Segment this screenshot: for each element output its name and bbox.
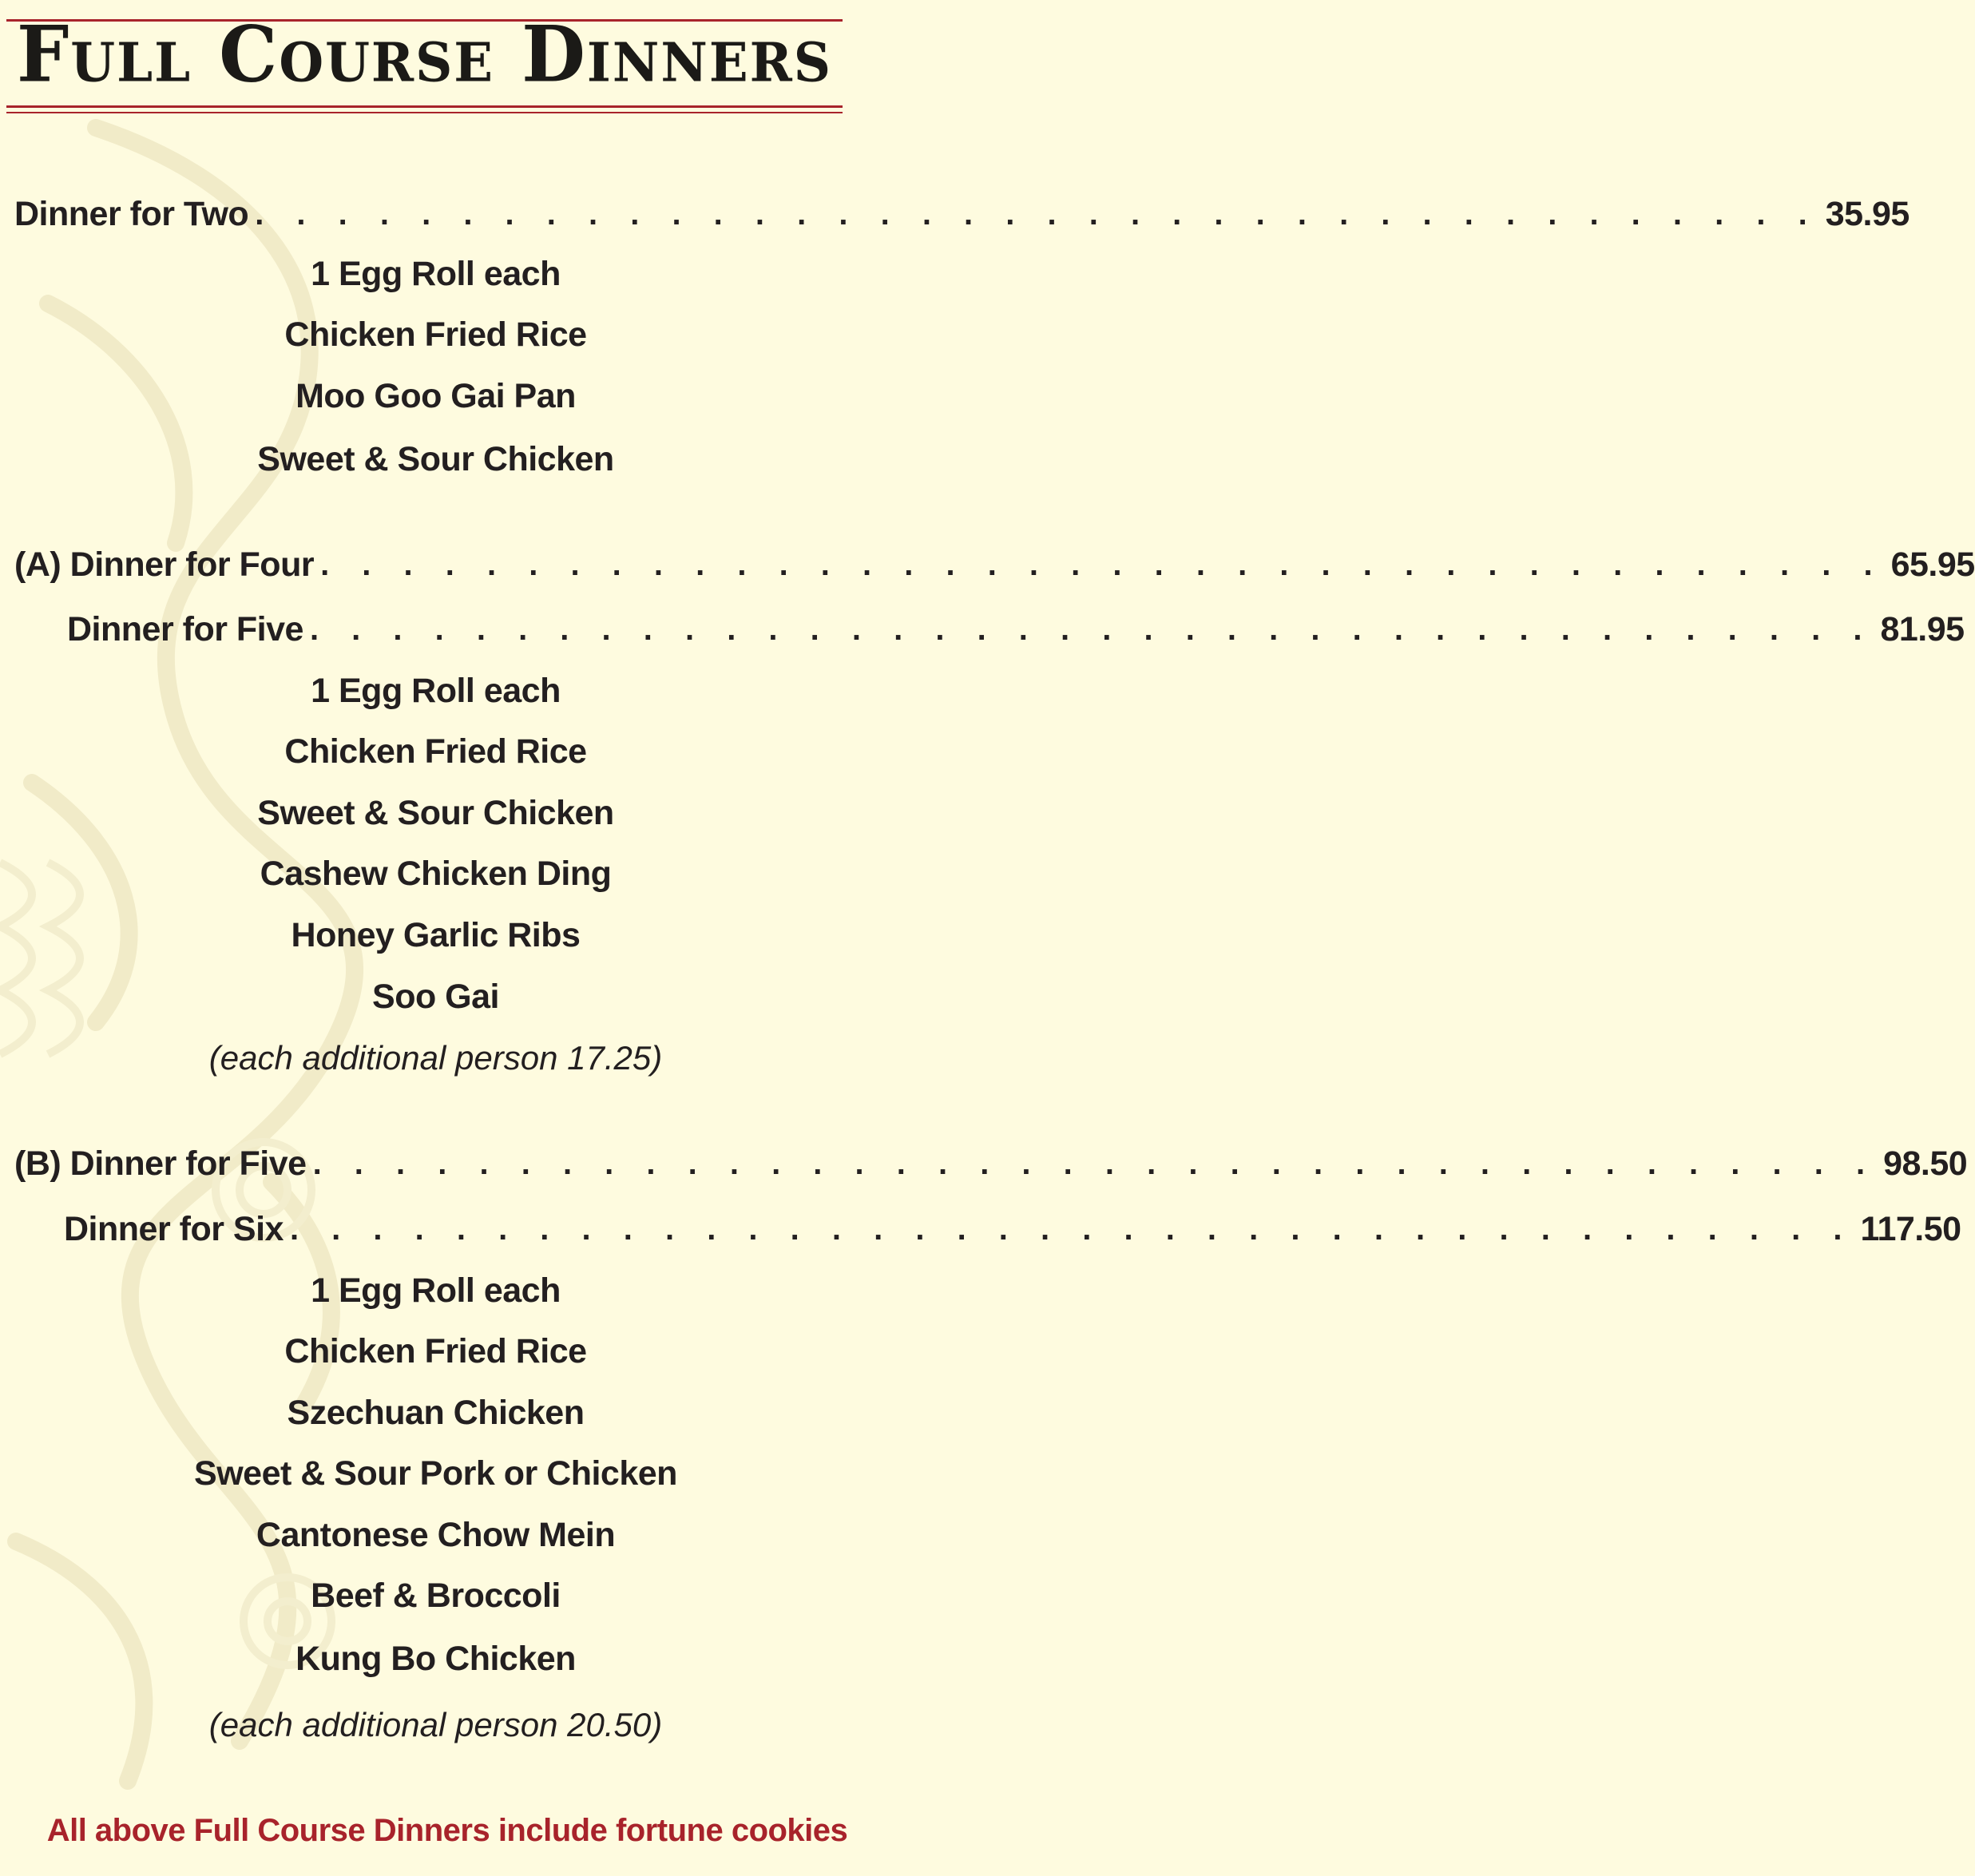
additional-person-note: (each additional person 17.25) — [208, 1039, 663, 1077]
additional-person-note: (each additional person 20.50) — [208, 1706, 663, 1743]
dinner-price: 98.50 — [1883, 1144, 1968, 1183]
dinner-price: 117.50 — [1860, 1210, 1961, 1248]
menu-item: Sweet & Sour Chicken — [257, 794, 614, 832]
dot-leader: . . . . . . . . . . . . . . . . . . . . . . . . . . . . . . . . . . . . . . — [289, 1212, 1854, 1247]
dinner-price: 81.95 — [1880, 610, 1965, 648]
menu-item: 1 Egg Roll each — [311, 255, 561, 293]
menu-item: Sweet & Sour Chicken — [257, 440, 614, 478]
dinner-price: 35.95 — [1825, 195, 1910, 233]
header-bottom-rule-thin — [6, 112, 843, 113]
menu-item: Soo Gai — [372, 978, 499, 1016]
menu-price-row — [14, 541, 1975, 589]
menu-item: Beef & Broccoli — [311, 1577, 561, 1615]
dinner-name: Dinner for Two — [14, 195, 249, 233]
menu-item: Chicken Fried Rice — [284, 315, 587, 354]
menu-item: Moo Goo Gai Pan — [295, 377, 576, 415]
menu-item: Cantonese Chow Mein — [256, 1516, 616, 1554]
menu-item: Kung Bo Chicken — [295, 1640, 576, 1678]
menu-price-row — [67, 605, 1965, 653]
menu-item: 1 Egg Roll each — [311, 1271, 561, 1310]
dinner-name: (B) Dinner for Five — [14, 1144, 307, 1183]
dot-leader: . . . . . . . . . . . . . . . . . . . . . . . . . . . . . . . . . . . . . . — [309, 612, 1874, 647]
menu-price-row — [14, 190, 1910, 238]
menu-item: Szechuan Chicken — [287, 1394, 585, 1432]
menu-item: Cashew Chicken Ding — [260, 855, 612, 893]
dinner-name: (A) Dinner for Four — [14, 545, 315, 584]
menu-item: Honey Garlic Ribs — [291, 916, 581, 954]
menu-item: 1 Egg Roll each — [311, 672, 561, 710]
dinner-name: Dinner for Five — [67, 610, 303, 648]
menu-price-row — [64, 1205, 1961, 1253]
dot-leader: . . . . . . . . . . . . . . . . . . . . . . . . . . . . . . . . . . . . . . — [312, 1146, 1878, 1181]
menu-item: Chicken Fried Rice — [284, 1332, 587, 1370]
menu-header — [6, 0, 843, 113]
page-title: Full Course Dinners — [16, 9, 833, 100]
dot-leader: . . . . . . . . . . . . . . . . . . . . . . . . . . . . . . . . . . . . . . — [320, 547, 1885, 582]
fortune-cookie-footer: All above Full Course Dinners include fortune cookies — [46, 1813, 848, 1848]
menu-item: Sweet & Sour Pork or Chicken — [194, 1454, 677, 1493]
dot-leader: . . . . . . . . . . . . . . . . . . . . . . . . . . . . . . . . . . . . . . — [255, 196, 1819, 232]
dinner-price: 65.95 — [1890, 545, 1975, 584]
dinner-name: Dinner for Six — [64, 1210, 284, 1248]
menu-item: Chicken Fried Rice — [284, 732, 587, 771]
menu-price-row — [14, 1140, 1968, 1188]
header-bottom-rule — [6, 105, 843, 108]
